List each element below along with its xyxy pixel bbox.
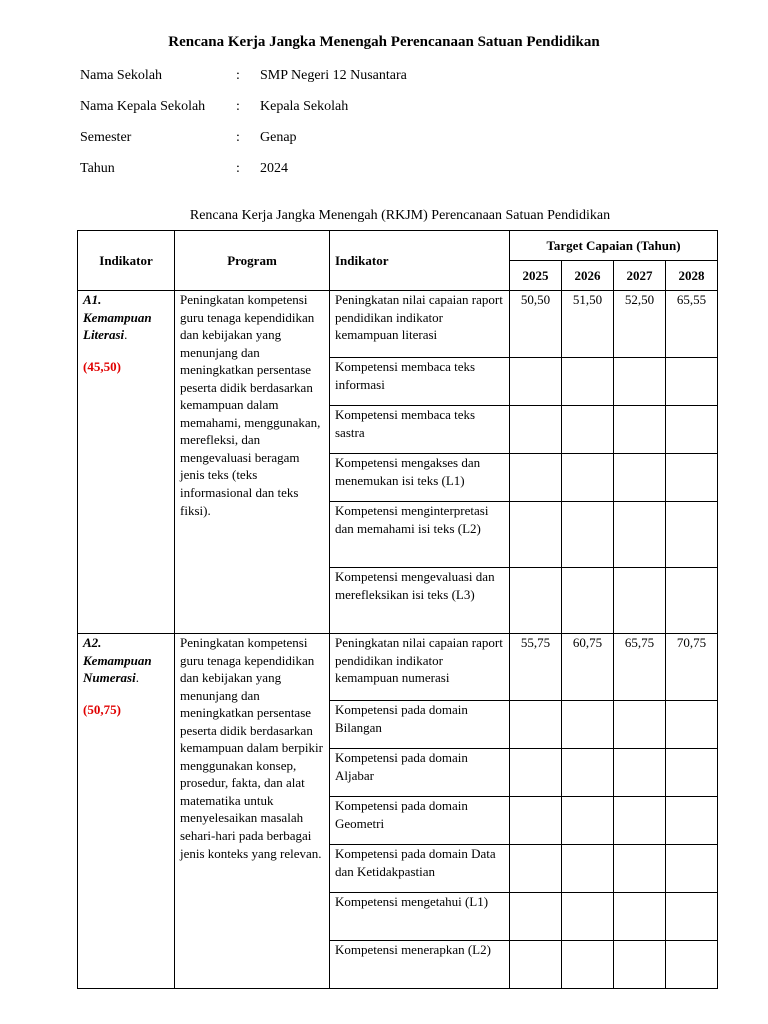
target-value — [666, 749, 718, 797]
info-label: Tahun — [80, 161, 115, 176]
target-value — [666, 845, 718, 893]
table-caption: Rencana Kerja Jangka Menengah (RKJM) Perencanaan Satuan Pendidikan — [189, 208, 611, 223]
target-value — [562, 502, 614, 568]
info-value: SMP Negeri 12 Nusantara — [260, 68, 407, 83]
header-year: 2026 — [562, 261, 614, 291]
target-value — [510, 797, 562, 845]
info-value: 2024 — [260, 161, 288, 176]
aspect-cell — [78, 634, 175, 989]
indicator-cell: Kompetensi membaca teks sastra — [330, 406, 510, 454]
info-colon: : — [236, 161, 240, 176]
target-value — [510, 701, 562, 749]
target-value: 50,50 — [510, 291, 562, 358]
target-value — [666, 454, 718, 502]
header-program: Program — [175, 231, 330, 291]
header-indikator: Indikator — [78, 231, 175, 291]
document-title: Rencana Kerja Jangka Menengah Perencanaan Satuan Pendidikan — [168, 34, 600, 50]
info-label: Nama Sekolah — [80, 68, 163, 83]
info-label: Nama Kepala Sekolah — [80, 99, 206, 114]
target-value — [562, 406, 614, 454]
aspect-name: A2. Kemampuan Numerasi — [83, 635, 152, 686]
aspect-cell — [78, 291, 175, 634]
target-value — [666, 406, 718, 454]
target-value — [614, 358, 666, 406]
target-value — [510, 941, 562, 989]
info-colon: : — [236, 68, 240, 83]
indicator-cell: Kompetensi pada domain Data dan Ketidakpastian — [330, 845, 510, 893]
indicator-cell: Kompetensi mengevaluasi dan merefleksikan isi teks (L3) — [330, 568, 510, 634]
table-row — [78, 291, 718, 358]
info-label: Semester — [80, 130, 132, 145]
target-value — [666, 502, 718, 568]
info-colon: : — [236, 130, 240, 145]
target-value — [510, 358, 562, 406]
rkjm-table — [77, 230, 718, 989]
indicator-cell: Kompetensi pada domain Bilangan — [330, 701, 510, 749]
target-value — [614, 406, 666, 454]
target-value — [614, 568, 666, 634]
indicator-cell: Peningkatan nilai capaian raport pendidikan indikator kemampuan literasi — [330, 291, 510, 358]
aspect-score: (50,75) — [83, 701, 121, 717]
target-value — [562, 454, 614, 502]
target-value — [614, 797, 666, 845]
target-value — [614, 845, 666, 893]
aspect-name: A1. Kemampuan Literasi — [83, 292, 152, 343]
target-value — [666, 358, 718, 406]
header-year: 2028 — [666, 261, 718, 291]
target-value: 51,50 — [562, 291, 614, 358]
aspect-dot: . — [135, 670, 139, 686]
target-value — [666, 941, 718, 989]
target-value — [510, 893, 562, 941]
target-value — [510, 454, 562, 502]
target-value — [666, 893, 718, 941]
target-value — [562, 701, 614, 749]
indicator-cell: Kompetensi menginterpretasi dan memahami isi teks (L2) — [330, 502, 510, 568]
target-value — [510, 502, 562, 568]
indicator-cell: Kompetensi membaca teks informasi — [330, 358, 510, 406]
indicator-cell: Peningkatan nilai capaian raport pendidikan indikator kemampuan numerasi — [330, 634, 510, 701]
target-value — [614, 454, 666, 502]
target-value: 55,75 — [510, 634, 562, 701]
header-year: 2025 — [510, 261, 562, 291]
indicator-cell: Kompetensi menerapkan (L2) — [330, 941, 510, 989]
target-value — [562, 941, 614, 989]
indicator-cell: Kompetensi mengetahui (L1) — [330, 893, 510, 941]
target-value — [666, 568, 718, 634]
aspect-score: (45,50) — [83, 358, 121, 374]
target-value: 52,50 — [614, 291, 666, 358]
target-value — [510, 845, 562, 893]
target-value — [562, 568, 614, 634]
target-value — [614, 749, 666, 797]
target-value — [510, 749, 562, 797]
target-value — [614, 701, 666, 749]
target-value — [510, 406, 562, 454]
header-year: 2027 — [614, 261, 666, 291]
target-value — [562, 797, 614, 845]
target-value — [562, 893, 614, 941]
target-value — [614, 502, 666, 568]
target-value: 70,75 — [666, 634, 718, 701]
target-value — [510, 568, 562, 634]
target-value — [614, 893, 666, 941]
info-value: Genap — [260, 130, 297, 145]
target-value: 65,75 — [614, 634, 666, 701]
header-target: Target Capaian (Tahun) — [510, 231, 718, 261]
table-row — [78, 634, 718, 701]
target-value — [666, 797, 718, 845]
target-value: 65,55 — [666, 291, 718, 358]
indicator-cell: Kompetensi mengakses dan menemukan isi teks (L1) — [330, 454, 510, 502]
target-value — [614, 941, 666, 989]
indicator-cell: Kompetensi pada domain Geometri — [330, 797, 510, 845]
program-cell: Peningkatan kompetensi guru tenaga kependidikan dan kebijakan yang menunjang dan meningkatkan persentase peserta didik berdasarkan kemampuan dalam memahami, menggunakan, merefleksi, dan mengevaluasi beragam jenis teks (teks informasional dan teks fiksi). — [175, 291, 330, 634]
target-value — [562, 845, 614, 893]
target-value: 60,75 — [562, 634, 614, 701]
aspect-dot: . — [124, 327, 128, 343]
indicator-cell: Kompetensi pada domain Aljabar — [330, 749, 510, 797]
info-colon: : — [236, 99, 240, 114]
info-value: Kepala Sekolah — [260, 99, 349, 114]
header-indikator-detail: Indikator — [330, 231, 510, 291]
target-value — [562, 358, 614, 406]
program-cell: Peningkatan kompetensi guru tenaga kependidikan dan kebijakan yang menunjang dan meningkatkan persentase peserta didik berdasarkan kemampuan dalam berpikir menggunakan konsep, prosedur, fakta, dan alat matematika untuk menyelesaikan masalah sehari-hari pada berbagai jenis konteks yang relevan. — [175, 634, 330, 989]
target-value — [562, 749, 614, 797]
target-value — [666, 701, 718, 749]
